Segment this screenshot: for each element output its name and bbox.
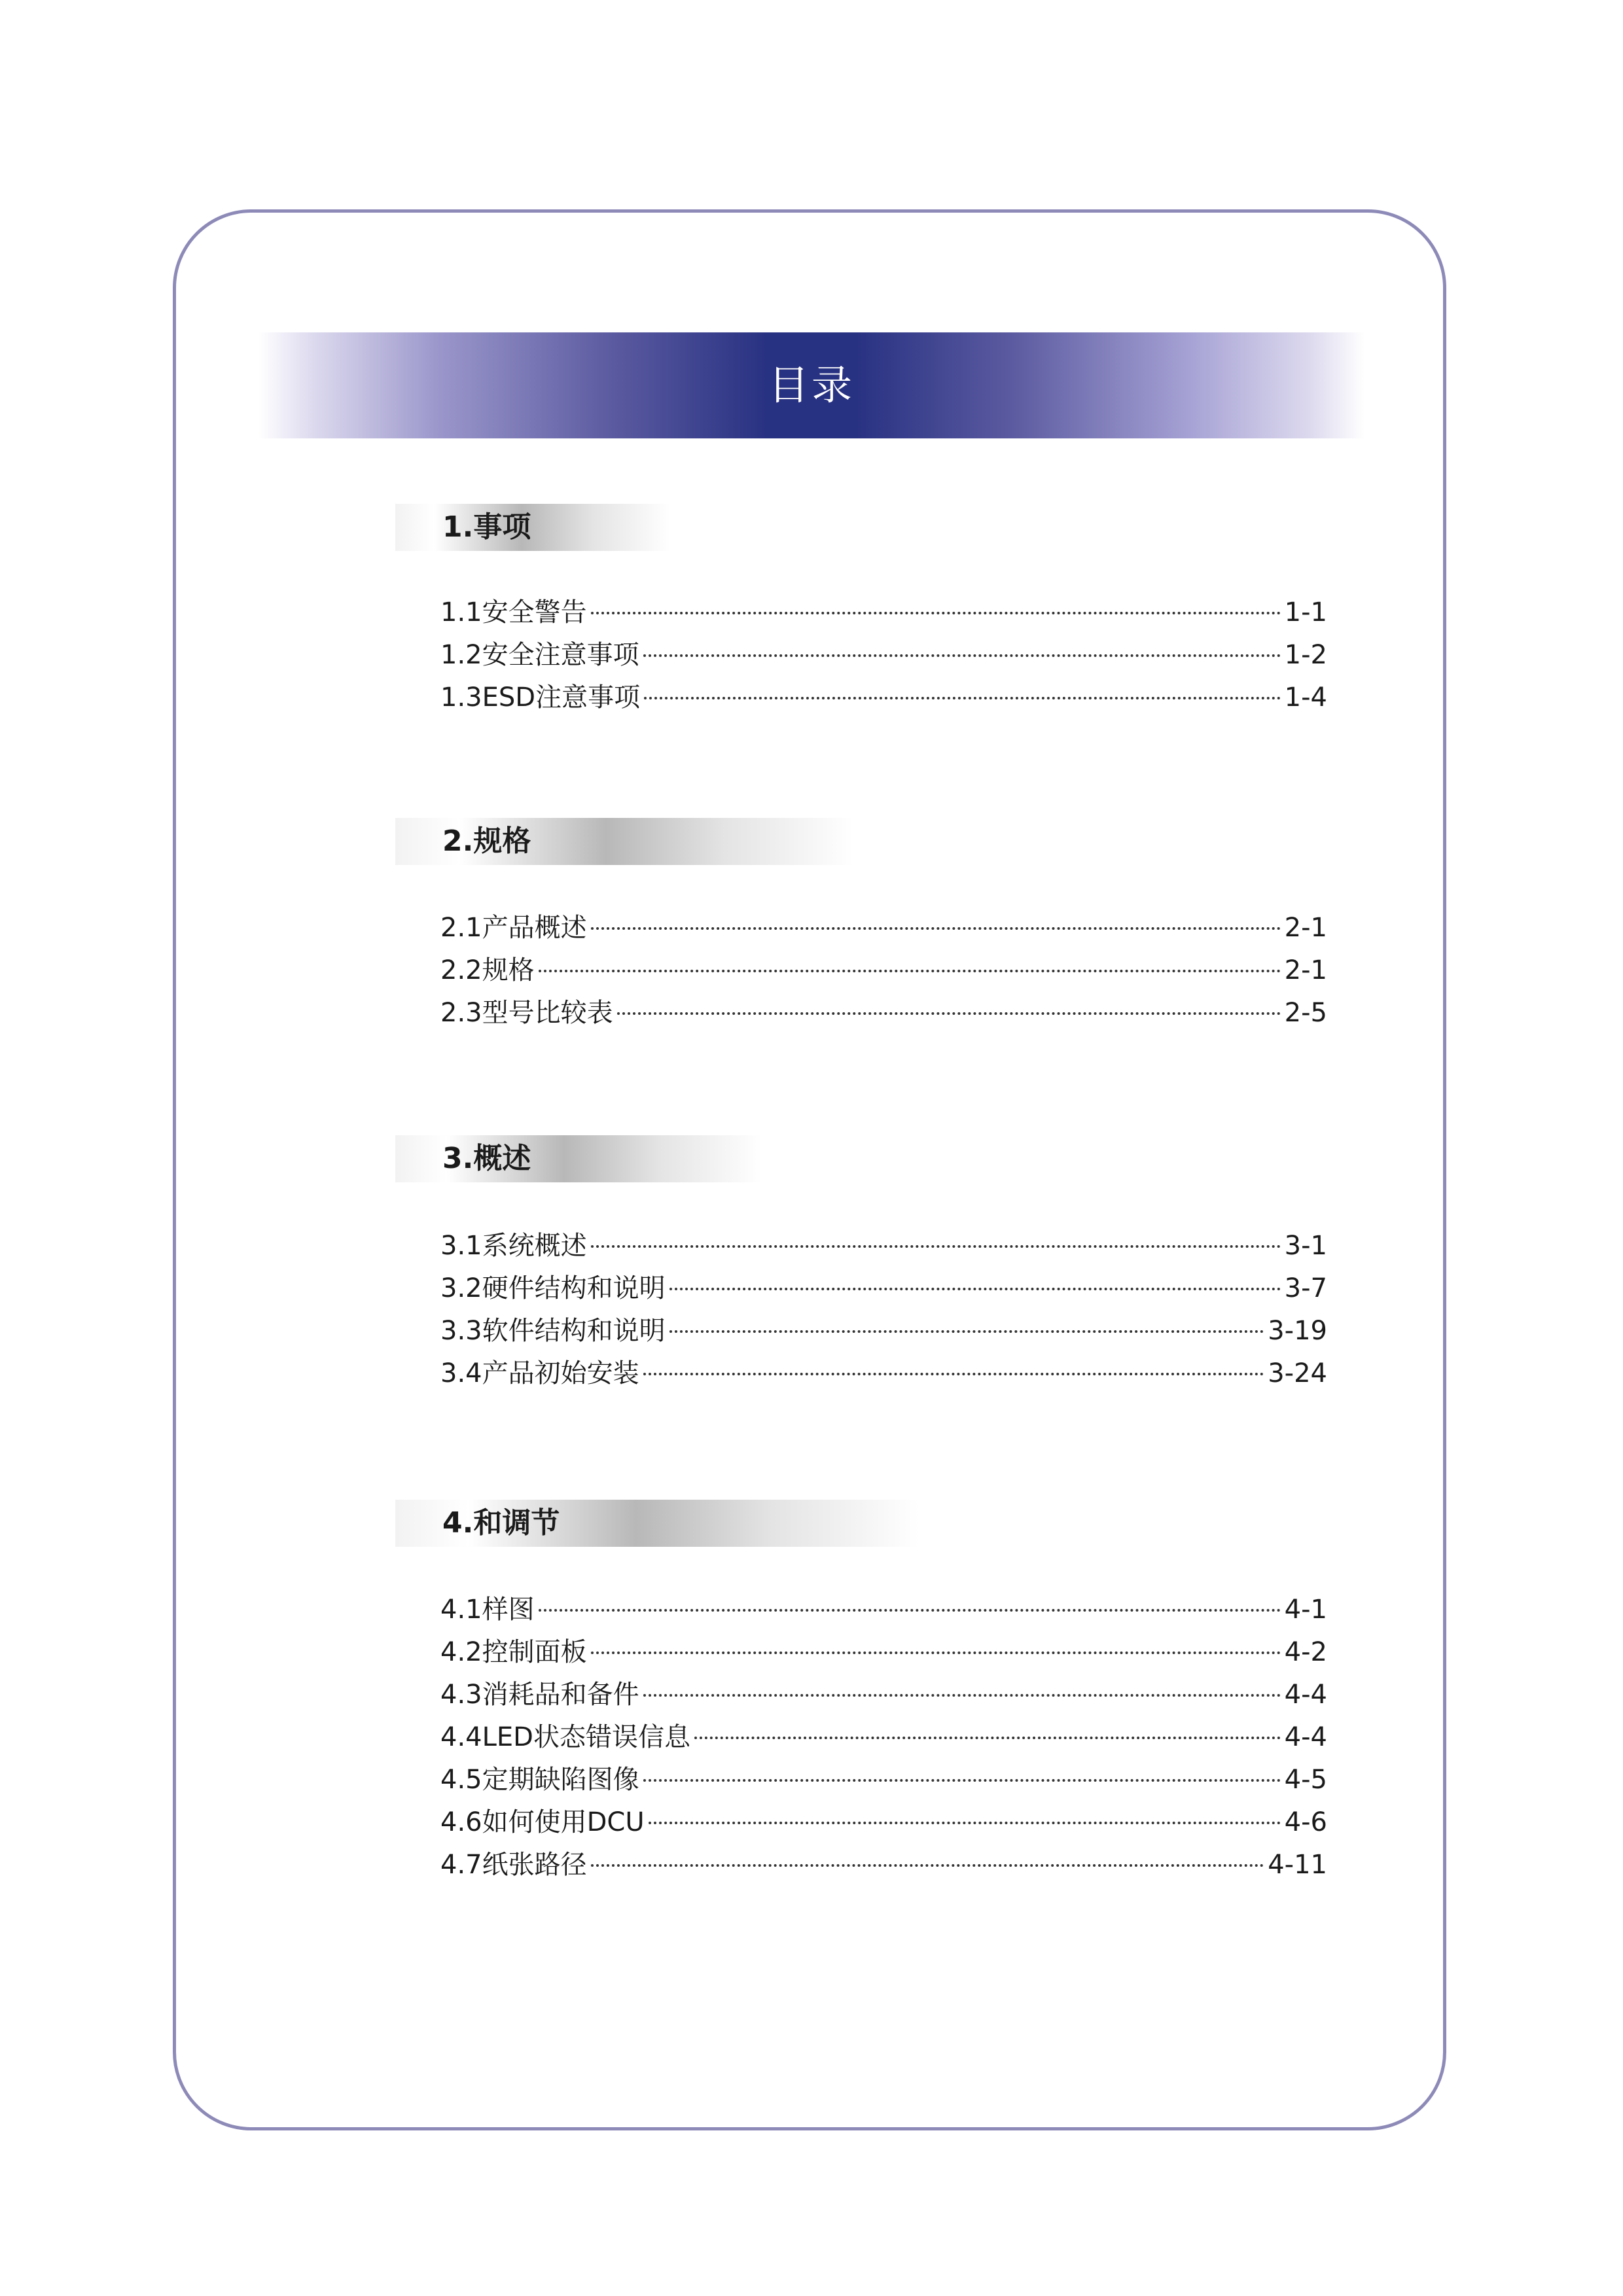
toc-entry-page: 3-24: [1268, 1358, 1327, 1388]
toc-entry[interactable]: [440, 1352, 1327, 1395]
section-heading: 3.概述: [442, 1142, 531, 1175]
dot-leader: [617, 1012, 1281, 1015]
dot-leader: [591, 927, 1281, 930]
toc-entry[interactable]: [440, 1801, 1327, 1844]
toc-entry[interactable]: [440, 992, 1327, 1034]
toc-entry-label: 4.4LED状态错误信息: [440, 1722, 690, 1752]
toc-list: [440, 1225, 1327, 1395]
toc-entry[interactable]: [440, 1674, 1327, 1716]
toc-entry-page: 3-1: [1284, 1231, 1327, 1261]
toc-entry-label: 3.2硬件结构和说明: [440, 1273, 666, 1303]
dot-leader: [539, 1609, 1281, 1612]
dot-leader: [694, 1737, 1281, 1739]
toc-list: [440, 592, 1327, 719]
dot-leader: [643, 654, 1281, 657]
toc-entry[interactable]: [440, 677, 1327, 719]
toc-entry-page: 2-1: [1284, 955, 1327, 985]
toc-entry[interactable]: [440, 1589, 1327, 1631]
toc-entry-page: 4-5: [1284, 1765, 1327, 1795]
toc-entry-label: 4.7纸张路径: [440, 1850, 587, 1880]
toc-entry-page: 3-19: [1268, 1316, 1327, 1346]
toc-entry-page: 4-6: [1284, 1807, 1327, 1837]
dot-leader: [644, 697, 1281, 699]
toc-entry-label: 4.2控制面板: [440, 1637, 587, 1667]
toc-entry-page: 1-1: [1284, 597, 1327, 627]
dot-leader: [591, 1864, 1264, 1867]
toc-entry-label: 4.5定期缺陷图像: [440, 1765, 639, 1795]
toc-entry[interactable]: [440, 592, 1327, 634]
toc-entry-label: 4.6如何使用DCU: [440, 1807, 645, 1837]
toc-entry-label: 3.3软件结构和说明: [440, 1316, 666, 1346]
toc-entry[interactable]: [440, 634, 1327, 677]
toc-entry-label: 4.1样图: [440, 1595, 535, 1625]
toc-entry-page: 4-2: [1284, 1637, 1327, 1667]
toc-entry-label: 1.3ESD注意事项: [440, 682, 641, 713]
section-heading: 2.规格: [442, 824, 531, 858]
toc-entry-label: 2.3型号比较表: [440, 998, 613, 1028]
toc-entry-label: 1.2安全注意事项: [440, 640, 639, 670]
dot-leader: [591, 1651, 1281, 1654]
toc-entry-label: 3.4产品初始安装: [440, 1358, 639, 1388]
toc-list: [440, 1589, 1327, 1886]
toc-entry[interactable]: [440, 949, 1327, 992]
dot-leader: [591, 1245, 1281, 1248]
toc-entry[interactable]: [440, 1844, 1327, 1886]
toc-entry[interactable]: [440, 1310, 1327, 1352]
toc-entry-page: 2-1: [1284, 913, 1327, 943]
toc-entry-page: 3-7: [1284, 1273, 1327, 1303]
dot-leader: [643, 1694, 1281, 1697]
toc-list: [440, 907, 1327, 1034]
toc-entry[interactable]: [440, 1631, 1327, 1674]
dot-leader: [539, 970, 1281, 972]
toc-entry-label: 2.2规格: [440, 955, 535, 985]
toc-entry-page: 2-5: [1284, 998, 1327, 1028]
toc-entry-label: 3.1系统概述: [440, 1231, 587, 1261]
toc-entry[interactable]: [440, 1759, 1327, 1801]
toc-entry-page: 4-11: [1268, 1850, 1327, 1880]
toc-entry[interactable]: [440, 1716, 1327, 1759]
toc-entry-page: 1-2: [1284, 640, 1327, 670]
toc-entry[interactable]: [440, 907, 1327, 949]
section-heading: 4.和调节: [442, 1506, 560, 1540]
toc-entry-page: 1-4: [1284, 682, 1327, 713]
toc-entry-page: 4-4: [1284, 1680, 1327, 1710]
dot-leader: [669, 1330, 1264, 1333]
dot-leader: [649, 1822, 1281, 1824]
toc-entry-label: 2.1产品概述: [440, 913, 587, 943]
dot-leader: [591, 612, 1281, 614]
section-heading: 1.事项: [442, 510, 531, 544]
dot-leader: [669, 1288, 1281, 1290]
dot-leader: [643, 1779, 1281, 1782]
dot-leader: [643, 1373, 1264, 1375]
title-banner: [259, 332, 1364, 438]
toc-entry[interactable]: [440, 1225, 1327, 1267]
section-bar: [395, 504, 670, 551]
page-title: 目录: [768, 361, 855, 409]
toc-entry-label: 1.1安全警告: [440, 597, 587, 627]
toc-entry-label: 4.3消耗品和备件: [440, 1680, 639, 1710]
toc-entry-page: 4-1: [1284, 1595, 1327, 1625]
toc-entry[interactable]: [440, 1267, 1327, 1310]
toc-entry-page: 4-4: [1284, 1722, 1327, 1752]
